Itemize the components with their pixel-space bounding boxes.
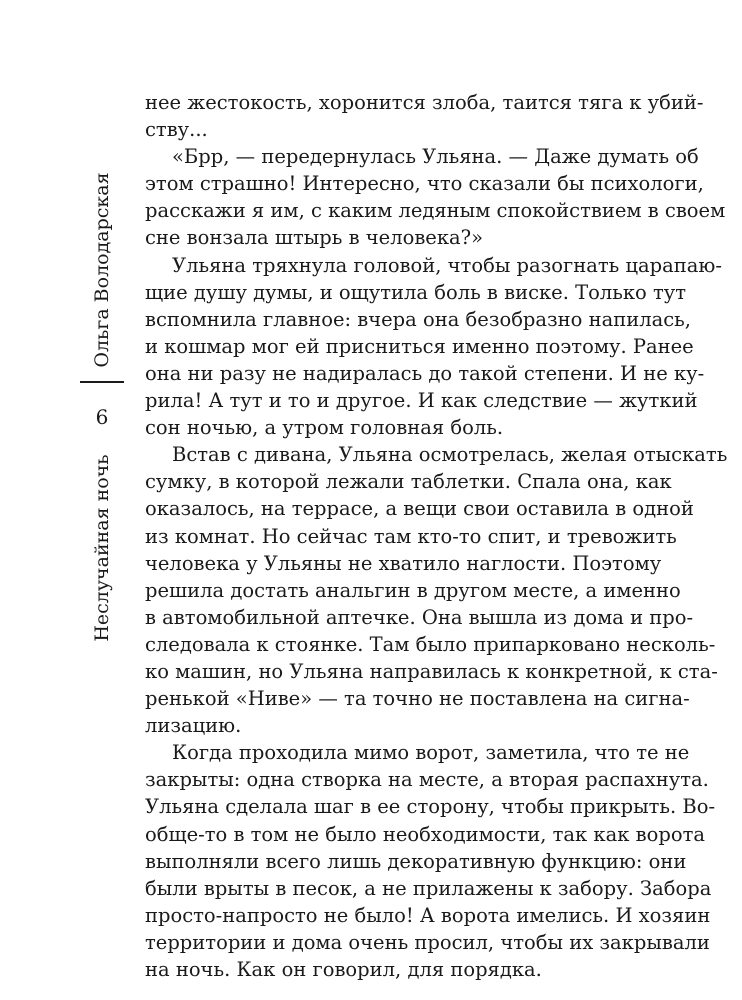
- text-line: оказалось, на террасе, а вещи свои оставила в одной: [145, 497, 694, 521]
- body-text: [145, 89, 728, 983]
- text-line: человека у Ульяны не хватило наглости. Поэтому: [145, 551, 662, 575]
- text-line: вспомнила главное: вчера она безобразно напилась,: [145, 307, 691, 331]
- text-line: ренькой «Ниве» — та точно не поставлена на сигна-: [145, 687, 690, 711]
- text-line: рила! А тут и то и другое. И как следствие — жуткий: [145, 389, 698, 413]
- text-line: решила достать анальгин в другом месте, а именно: [145, 578, 681, 602]
- text-line: сон ночью, а утром головная боль.: [145, 416, 504, 440]
- text-line: ству...: [145, 118, 208, 142]
- text-line: ко машин, но Ульяна направилась к конкретной, к ста-: [145, 659, 718, 683]
- text-line: на ночь. Как он говорил, для порядка.: [145, 958, 542, 981]
- text-line: выполняли всего лишь декоративную функцию: они: [145, 849, 687, 873]
- text-line: нее жестокость, хоронится злоба, таится тяга к убий-: [145, 91, 704, 114]
- text-line: этом страшно! Интересно, что сказали бы психологи,: [145, 172, 704, 196]
- text-line: в автомобильной аптечке. Она вышла из дома и про-: [145, 605, 694, 629]
- running-title: Неслучайная ночь: [91, 454, 113, 642]
- text-line: закрыты: одна створка на месте, а вторая распахнута.: [145, 768, 709, 792]
- page-number: 6: [95, 405, 109, 429]
- text-line: сне вонзала штырь в человека?»: [145, 226, 484, 250]
- text-line: Встав с дивана, Ульяна осмотрелась, желая отыскать: [172, 443, 728, 467]
- text-line: Ульяна сделала шаг в ее сторону, чтобы прикрыть. Во-: [145, 795, 716, 819]
- text-line: расскажи я им, с каким ледяным спокойствием в своем: [145, 199, 726, 223]
- text-line: лизацию.: [145, 714, 242, 738]
- text-line: она ни разу не надиралась до такой степени. И не ку-: [145, 361, 705, 385]
- text-line: щие душу думы, и ощутила боль в виске. Только тут: [145, 280, 687, 304]
- text-line: и кошмар мог ей присниться именно поэтому. Ранее: [145, 334, 694, 358]
- text-line: «Брр, — передернулась Ульяна. — Даже думать об: [172, 145, 699, 169]
- header-divider: [80, 381, 124, 383]
- text-line: сумку, в которой лежали таблетки. Спала она, как: [145, 470, 672, 494]
- text-line: из комнат. Но сейчас там кто-то спит, и тревожить: [145, 524, 677, 548]
- text-line: Ульяна тряхнула головой, чтобы разогнать царапаю-: [172, 253, 722, 277]
- text-line: следовала к стоянке. Там было припарковано несколь-: [145, 632, 716, 656]
- text-line: Когда проходила мимо ворот, заметила, что те не: [172, 741, 690, 765]
- text-line: были врыты в песок, а не прилажены к забору. Забора: [145, 876, 712, 900]
- running-author: Ольга Володарская: [91, 172, 113, 368]
- text-line: просто-напросто не было! А ворота имелись. И хозяин: [145, 903, 711, 927]
- text-line: территории и дома очень просил, чтобы их закрывали: [145, 930, 710, 954]
- text-line: обще-то в том не было необходимости, так как ворота: [145, 822, 705, 846]
